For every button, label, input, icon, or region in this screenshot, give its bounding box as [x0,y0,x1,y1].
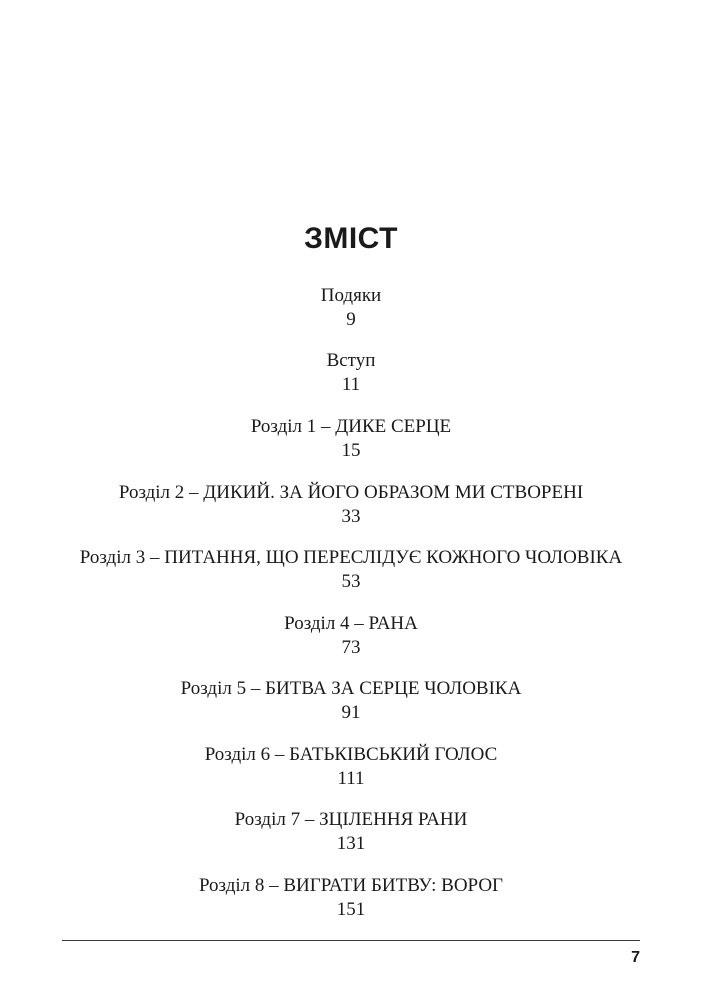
toc-entry-page: 111 [337,768,365,789]
toc-entry-label: Подяки [320,285,382,306]
toc-entry [0,416,702,462]
toc-entry-page: 11 [341,374,361,395]
toc-entry [0,547,702,593]
toc-entry-page: 15 [341,440,361,461]
toc-entry [0,350,702,396]
page-number: 7 [631,949,640,966]
footer-divider [62,940,640,941]
toc-entry-page: 131 [336,833,366,854]
toc-entry [0,482,702,528]
toc-entry-label: Вступ [326,350,376,371]
toc-entry [0,678,702,724]
toc-entry-label: Розділ 1 – ДИКЕ СЕРЦЕ [250,416,452,437]
toc-entry-label: Розділ 7 – ЗЦІЛЕННЯ РАНИ [234,809,468,830]
toc-entry-label: Розділ 5 – БИТВА ЗА СЕРЦЕ ЧОЛОВІКА [180,678,522,699]
toc-entry-page: 9 [346,309,356,330]
toc-entry-page: 91 [341,702,361,723]
toc-entry [0,875,702,921]
toc-entry [0,809,702,855]
toc-entry-page: 151 [336,899,366,920]
toc-entry-label: Розділ 8 – ВИГРАТИ БИТВУ: ВОРОГ [198,875,504,896]
toc-entry-label: Розділ 2 – ДИКИЙ. ЗА ЙОГО ОБРАЗОМ МИ СТВОРЕНІ [118,482,584,503]
toc-entry-label: Розділ 3 – ПИТАННЯ, ЩО ПЕРЕСЛІДУЄ КОЖНОГО ЧОЛОВІКА [79,547,623,568]
toc-entry-label: Розділ 6 – БАТЬКІВСЬКИЙ ГОЛОС [204,744,498,765]
toc-entry [0,613,702,659]
toc-entry [0,285,702,331]
toc-entry-label: Розділ 4 – РАНА [284,613,418,634]
toc-entry-page: 73 [341,637,361,658]
page-title: ЗМІСТ [304,222,398,255]
toc-entry-page: 33 [341,506,361,527]
toc-entry [0,744,702,790]
toc-entry-page: 53 [341,571,361,592]
